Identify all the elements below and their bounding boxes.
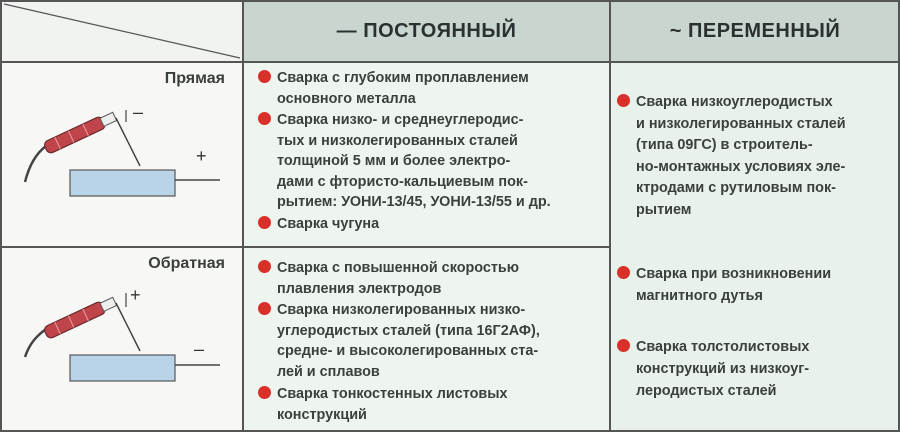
ac-column-header: [610, 0, 900, 62]
dc-direct-item-2: Сварка низко- и среднеуглеродис- тых и низколегированных сталей толщиной 5 мм и более электро- дами с фтористо-кальциевым пок- рытием: УОНИ-13/45, УОНИ-13/55 и др.: [258, 110, 551, 213]
dc-reverse-item-2: Сварка низколегированных низко- углеродистых сталей (типа 16Г2АФ), средне- и высоколегированных ста- лей и сплавов: [258, 300, 540, 382]
corner-diagonal: [0, 0, 243, 62]
grid-line: [0, 61, 900, 63]
grid-line: [0, 0, 900, 2]
reverse-polarity-cell: [0, 247, 243, 432]
bullet-icon: [258, 70, 271, 83]
grid-line: [0, 0, 2, 432]
direct-bottom-sign: +: [196, 146, 207, 166]
corner-cell: [0, 0, 243, 62]
dc-header-text: — ПОСТОЯННЫЙ: [336, 19, 517, 42]
bullet-icon: [258, 302, 271, 315]
grid-line: [242, 0, 244, 432]
bullet-icon: [617, 339, 630, 352]
grid-line: [0, 246, 610, 248]
dc-reverse-item-1: Сварка с повышенной скоростью плавления электродов: [258, 258, 519, 299]
dc-direct-item-3: Сварка чугуна: [258, 214, 379, 235]
reverse-top-sign: +: [130, 285, 141, 305]
ac-item-2: Сварка при возникновении магнитного дутья: [617, 264, 831, 307]
reverse-polarity-label: Обратная: [148, 255, 225, 272]
direct-top-sign: –: [133, 102, 144, 122]
bullet-icon: [617, 94, 630, 107]
bullet-icon: [258, 216, 271, 229]
direct-polarity-label: Прямая: [164, 70, 225, 87]
dc-direct-item-1: Сварка с глубоким проплавлением основного металла: [258, 68, 529, 109]
ac-item-1: Сварка низкоуглеродистых и низколегированных сталей (типа 09ГС) в строитель- но-монтажных условиях эле- ктродами с рутиловым пок- рытием: [617, 92, 846, 221]
direct-polarity-diagram: [0, 62, 243, 247]
bullet-icon: [258, 260, 271, 273]
dc-column-header: [243, 0, 610, 62]
dc-reverse-item-3: Сварка тонкостенных листовых конструкций: [258, 384, 508, 425]
reverse-bottom-sign: –: [194, 339, 205, 359]
bullet-icon: [258, 386, 271, 399]
grid-line: [609, 0, 611, 432]
ac-item-3: Сварка толстолистовых конструкций из низкоуг- леродистых сталей: [617, 336, 809, 402]
ac-header-text: ~ ПЕРЕМЕННЫЙ: [669, 19, 841, 42]
reverse-polarity-diagram: [0, 247, 243, 432]
bullet-icon: [258, 112, 271, 125]
direct-polarity-cell: [0, 62, 243, 247]
bullet-icon: [617, 266, 630, 279]
